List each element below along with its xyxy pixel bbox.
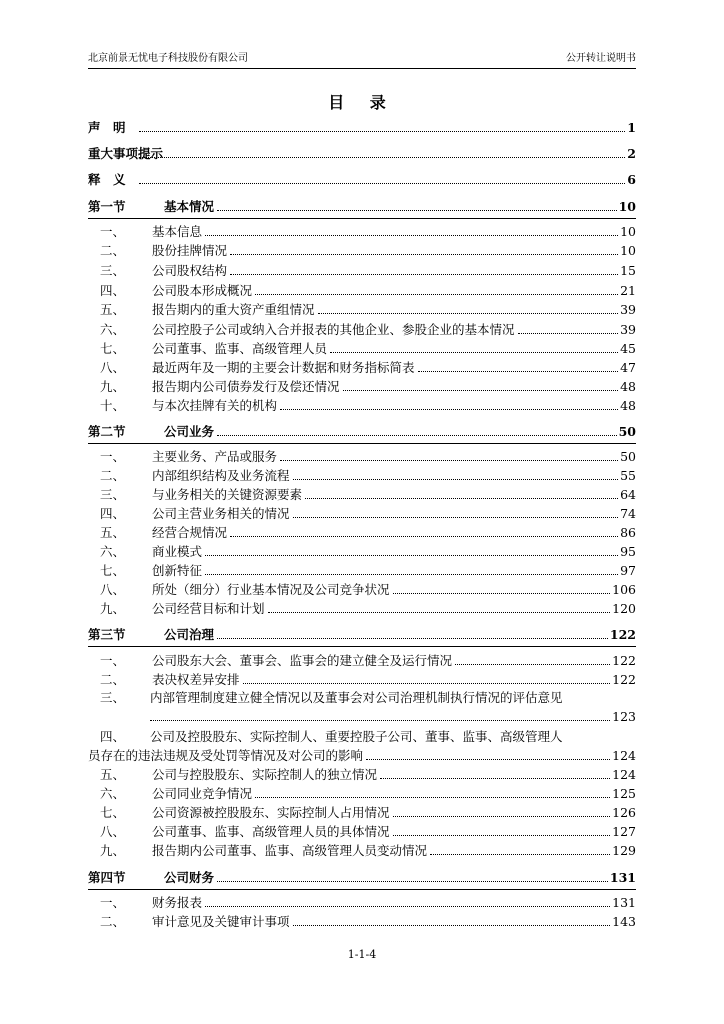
page-title: 目 录: [328, 93, 396, 112]
toc-subentry[interactable]: [88, 320, 636, 338]
toc-entry-title: 股份挂牌情况: [152, 243, 228, 258]
toc-subentry[interactable]: [88, 377, 636, 395]
toc-page-number: 55: [620, 468, 636, 483]
toc-page-number: 97: [620, 563, 636, 578]
section-divider: [88, 443, 636, 444]
toc-entry-title: 公司与控股股东、实际控制人的独立情况: [152, 767, 378, 782]
leader-dots: [380, 778, 610, 779]
toc-subentry[interactable]: [88, 803, 636, 821]
leader-dots: [139, 131, 625, 132]
leader-dots: [217, 881, 608, 882]
toc-subentry[interactable]: [88, 485, 636, 503]
leader-dots: [430, 854, 610, 855]
leader-dots: [255, 797, 610, 798]
toc-page-number: 95: [620, 544, 636, 559]
leader-dots: [268, 612, 611, 613]
toc-entry-title: 创新特征: [152, 563, 203, 578]
toc-entry-number: 五、: [100, 767, 126, 782]
toc-entry-number: 八、: [100, 824, 126, 839]
toc-page-number: 124: [612, 767, 636, 782]
leader-dots: [418, 371, 619, 372]
toc-entry[interactable]: [88, 144, 636, 162]
leader-dots: [518, 333, 619, 334]
toc-page-number: 48: [620, 379, 636, 394]
toc-entry-number: 二、: [100, 914, 126, 929]
toc-entry-title: 商业模式: [152, 544, 203, 559]
toc-subentry[interactable]: [88, 599, 636, 617]
toc-entry-title: 公司董事、监事、高级管理人员的具体情况: [152, 824, 390, 839]
toc-subentry[interactable]: [88, 222, 636, 240]
leader-dots: [139, 183, 625, 184]
toc-subentry-continuation[interactable]: [88, 746, 636, 764]
toc-entry-title: 审计意见及关键审计事项: [152, 914, 290, 929]
toc-entry-title: 经营合规情况: [152, 525, 228, 540]
toc-entry-number: 重大事项提示: [88, 146, 164, 161]
toc-entry-title: 公司资源被控股股东、实际控制人占用情况: [152, 805, 390, 820]
toc-entry-title: 公司控股子公司或纳入合并报表的其他企业、参股企业的基本情况: [152, 322, 515, 337]
toc-page-number: 126: [612, 805, 636, 820]
page-number: 1-1-4: [347, 948, 377, 961]
toc-entry-title: 公司经营目标和计划: [152, 601, 265, 616]
toc-entry-number: 八、: [100, 360, 126, 375]
toc-entry-title: 表决权差异安排: [152, 672, 240, 687]
leader-dots: [293, 925, 611, 926]
toc-entry-number: 一、: [100, 895, 126, 910]
toc-page-number: 124: [612, 748, 636, 763]
toc-entry-number: 二、: [100, 468, 126, 483]
leader-dots: [139, 157, 625, 158]
toc-entry-number: 二、: [100, 243, 126, 258]
toc-entry[interactable]: [88, 118, 636, 136]
toc-subentry[interactable]: [88, 765, 636, 783]
toc-entry-title: 公司股权结构: [152, 263, 228, 278]
toc-page-number: 10: [618, 199, 636, 214]
toc-page-number: 143: [612, 914, 636, 929]
toc-subentry[interactable]: [88, 542, 636, 560]
toc-entry[interactable]: [88, 868, 636, 886]
toc-entry-title: 公司财务: [164, 870, 215, 885]
toc-entry-title: 最近两年及一期的主要会计数据和财务指标简表: [152, 360, 415, 375]
toc-entry-title: 主要业务、产品或服务: [152, 449, 278, 464]
toc-page-number: 6: [627, 172, 636, 187]
toc-entry-number: 四、: [100, 506, 126, 521]
toc-page-number: 64: [620, 487, 636, 502]
toc-page-number: 122: [609, 627, 636, 642]
leader-dots: [280, 409, 618, 410]
section-divider: [88, 218, 636, 219]
toc-entry-title: 公司股东大会、董事会、监事会的建立健全及运行情况: [152, 653, 453, 668]
toc-entry-number: 七、: [100, 805, 126, 820]
toc-entry-number: 六、: [100, 322, 126, 337]
toc-entry-title: 报告期内公司董事、监事、高级管理人员变动情况: [152, 843, 428, 858]
toc-entry-number: 六、: [100, 786, 126, 801]
toc-entry-title: 所处（细分）行业基本情况及公司竞争状况: [152, 582, 390, 597]
toc-page-number: 86: [620, 525, 636, 540]
toc-subentry[interactable]: [88, 261, 636, 279]
leader-dots: [330, 352, 618, 353]
leader-dots: [293, 517, 619, 518]
toc-page-number: 10: [620, 243, 636, 258]
toc-subentry[interactable]: [88, 300, 636, 318]
toc-entry-number: 八、: [100, 582, 126, 597]
toc-subentry[interactable]: [88, 670, 636, 688]
toc-entry-title: 公司董事、监事、高级管理人员: [152, 341, 328, 356]
leader-dots: [217, 638, 608, 639]
leader-dots: [150, 720, 610, 721]
leader-dots: [343, 390, 619, 391]
leader-dots: [230, 254, 618, 255]
toc-subentry[interactable]: [88, 447, 636, 465]
page-header: [88, 52, 636, 69]
toc-subentry[interactable]: [88, 561, 636, 579]
toc-page-number: 74: [620, 506, 636, 521]
toc-page-number: 10: [620, 224, 636, 239]
toc-entry-number: 七、: [100, 341, 126, 356]
toc-entry-title: 与业务相关的关键资源要素: [152, 487, 303, 502]
toc-subentry[interactable]: [88, 339, 636, 357]
toc-entry-number: 九、: [100, 843, 126, 858]
toc-subentry[interactable]: [88, 241, 636, 259]
leader-dots: [280, 460, 618, 461]
toc-page-number: 1: [627, 120, 636, 135]
toc-entry-title: 内部组织结构及业务流程: [152, 468, 290, 483]
section-divider: [88, 889, 636, 890]
toc-entry-title: 公司同业竞争情况: [152, 786, 253, 801]
toc-entry-title: 公司治理: [164, 627, 215, 642]
toc-entry-number: 第一节: [88, 199, 126, 214]
toc-entry-number: 三、: [100, 263, 126, 278]
toc-entry[interactable]: [88, 170, 636, 188]
toc-entry-number: 一、: [100, 653, 126, 668]
toc-page-number: 39: [620, 302, 636, 317]
toc-subentry[interactable]: [88, 358, 636, 376]
toc-page-number: 15: [620, 263, 636, 278]
toc-entry-number: 十、: [100, 398, 126, 413]
toc-subentry[interactable]: [88, 580, 636, 598]
toc-entry-number: 释 义: [88, 172, 126, 187]
toc-page-number: 122: [612, 653, 636, 668]
toc-entry-number: 四、: [100, 729, 126, 744]
toc-entry-number: 九、: [100, 379, 126, 394]
toc-page-number: 2: [627, 146, 636, 161]
toc-page-number: 106: [612, 582, 636, 597]
leader-dots: [230, 274, 618, 275]
toc-page-number: 45: [620, 341, 636, 356]
toc-entry-number: 五、: [100, 302, 126, 317]
leader-dots: [205, 574, 618, 575]
toc-entry-number: 九、: [100, 601, 126, 616]
toc-subentry[interactable]: [88, 893, 636, 911]
toc-entry-number: 四、: [100, 283, 126, 298]
toc-entry-title: 基本信息: [152, 224, 203, 239]
toc-page-number: 123: [612, 709, 636, 724]
toc-subentry-continuation[interactable]: [150, 707, 636, 725]
leader-dots: [230, 536, 618, 537]
section-divider: [88, 646, 636, 647]
toc-entry-number: 第四节: [88, 870, 126, 885]
toc-subentry[interactable]: [88, 841, 636, 859]
toc-page-number: 39: [620, 322, 636, 337]
toc-entry-number: 六、: [100, 544, 126, 559]
toc-entry-number: 三、: [100, 487, 126, 502]
toc-entry-number: 第二节: [88, 424, 126, 439]
toc-entry-title: 报告期内的重大资产重组情况: [152, 302, 315, 317]
leader-dots: [455, 664, 610, 665]
toc-page-number: 131: [609, 870, 636, 885]
toc-entry[interactable]: [88, 422, 636, 440]
toc-entry-number: 二、: [100, 672, 126, 687]
toc-entry-number: 声 明: [88, 120, 126, 135]
company-name: 北京前景无忧电子科技股份有限公司: [88, 53, 248, 64]
leader-dots: [366, 759, 610, 760]
toc-entry-title: 报告期内公司债券发行及偿还情况: [152, 379, 340, 394]
leader-dots: [305, 498, 618, 499]
toc-page-number: 127: [612, 824, 636, 839]
toc-page-number: 48: [620, 398, 636, 413]
toc-entry-title: 基本情况: [164, 199, 215, 214]
toc-subentry[interactable]: [88, 651, 636, 669]
toc-entry-title: 财务报表: [152, 895, 203, 910]
toc-entry-number: 第三节: [88, 627, 126, 642]
toc-page-number: 21: [620, 283, 636, 298]
toc-page-number: 120: [612, 601, 636, 616]
toc-entry-title: 与本次挂牌有关的机构: [152, 398, 278, 413]
toc-entry-number: 一、: [100, 224, 126, 239]
toc-page-number: 122: [612, 672, 636, 687]
toc-entry-number: 一、: [100, 449, 126, 464]
toc-entry-title: 员存在的违法违规及受处罚等情况及对公司的影响: [88, 748, 364, 763]
toc-page-number: 129: [612, 843, 636, 858]
toc-entry-title[interactable]: 公司及控股股东、实际控制人、重要控股子公司、董事、监事、高级管理人: [150, 729, 563, 744]
leader-dots: [243, 683, 611, 684]
leader-dots: [293, 479, 619, 480]
toc-subentry[interactable]: [88, 784, 636, 802]
toc-entry-title[interactable]: 内部管理制度建立健全情况以及董事会对公司治理机制执行情况的评估意见: [150, 690, 563, 705]
leader-dots: [393, 816, 611, 817]
toc-entry-number: 七、: [100, 563, 126, 578]
toc-entry[interactable]: [88, 625, 636, 643]
leader-dots: [255, 294, 618, 295]
toc-subentry[interactable]: [88, 912, 636, 930]
document-name: 公开转让说明书: [566, 53, 636, 64]
toc-entry-title: 公司业务: [164, 424, 215, 439]
leader-dots: [217, 210, 617, 211]
toc-page-number: 125: [612, 786, 636, 801]
toc-page-number: 50: [620, 449, 636, 464]
leader-dots: [393, 835, 611, 836]
toc-page-number: 47: [620, 360, 636, 375]
toc-entry-title: 公司主营业务相关的情况: [152, 506, 290, 521]
toc-entry-number: 三、: [100, 690, 126, 705]
toc-subentry[interactable]: [88, 504, 636, 522]
leader-dots: [205, 235, 618, 236]
leader-dots: [205, 555, 618, 556]
leader-dots: [217, 435, 617, 436]
toc-entry[interactable]: [88, 197, 636, 215]
toc-subentry[interactable]: [88, 396, 636, 414]
toc-entry-title: 公司股本形成概况: [152, 283, 253, 298]
toc-subentry[interactable]: [88, 281, 636, 299]
toc-subentry[interactable]: [88, 466, 636, 484]
toc-entry-number: 五、: [100, 525, 126, 540]
toc-subentry[interactable]: [88, 523, 636, 541]
toc-subentry[interactable]: [88, 822, 636, 840]
leader-dots: [318, 313, 619, 314]
leader-dots: [393, 593, 611, 594]
toc-page-number: 131: [612, 895, 636, 910]
leader-dots: [205, 906, 610, 907]
toc-page-number: 50: [618, 424, 636, 439]
